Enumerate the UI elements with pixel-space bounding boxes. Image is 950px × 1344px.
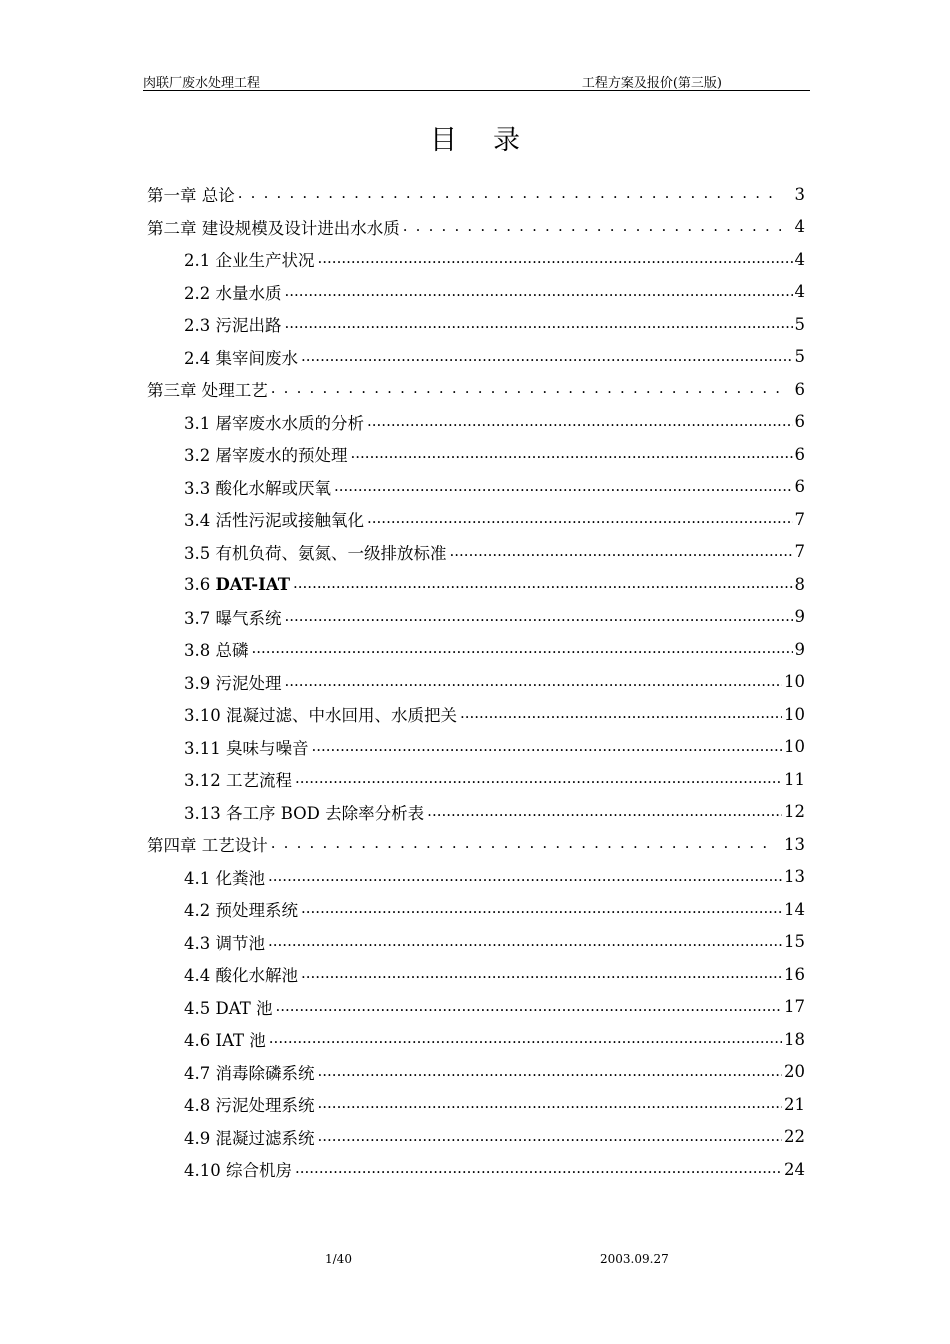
toc-entry-label: 3.3 酸化水解或厌氧: [184, 478, 331, 498]
toc-dot-leader: [367, 412, 793, 432]
toc-dot-leader: [269, 1029, 782, 1049]
header-project-name: 肉联厂废水处理工程: [143, 76, 261, 91]
toc-page-number: 5: [794, 347, 805, 367]
toc-dot-leader: [268, 932, 782, 952]
toc-dot-leader: [311, 737, 782, 757]
toc-page-number: 9: [794, 639, 805, 659]
toc-dot-leader: [318, 1094, 783, 1114]
toc-dot-leader: [403, 217, 781, 237]
toc-section-entry[interactable]: [147, 991, 805, 1024]
toc-page-number: 14: [784, 899, 805, 919]
toc-section-entry[interactable]: [147, 1153, 805, 1186]
toc-page-number: 17: [784, 997, 805, 1017]
toc-entry-label: 3.8 总磷: [184, 641, 249, 661]
toc-title: 目录: [430, 125, 556, 156]
toc-page-number: 13: [784, 867, 805, 887]
toc-page-number: 4: [794, 217, 805, 237]
toc-entry-label: 第三章 处理工艺: [147, 381, 268, 401]
toc-dot-leader: [275, 997, 782, 1017]
toc-section-entry[interactable]: [147, 1056, 805, 1089]
toc-page-number: 18: [784, 1029, 805, 1049]
toc-section-entry[interactable]: [147, 861, 805, 894]
toc-chapter-entry[interactable]: [147, 828, 805, 861]
toc-page-number: 6: [794, 412, 805, 432]
toc-entry-label: 第四章 工艺设计: [147, 836, 268, 856]
toc-entry-label: 4.9 混凝过滤系统: [184, 1128, 315, 1148]
toc-dot-leader: [318, 1127, 783, 1147]
table-of-contents: [147, 178, 805, 1186]
toc-entry-label: 3.12 工艺流程: [184, 771, 292, 791]
toc-entry-label: 4.10 综合机房: [184, 1161, 292, 1181]
toc-dot-leader: [295, 1159, 782, 1179]
toc-entry-label: 3.10 混凝过滤、中水回用、水质把关: [184, 706, 457, 726]
toc-section-entry[interactable]: [147, 243, 805, 276]
toc-chapter-entry[interactable]: [147, 178, 805, 211]
toc-section-entry[interactable]: [147, 893, 805, 926]
toc-entry-label: 4.6 IAT 池: [184, 1031, 266, 1051]
toc-section-entry[interactable]: [147, 276, 805, 309]
toc-dot-leader: [271, 379, 781, 399]
toc-section-entry[interactable]: [147, 698, 805, 731]
toc-dot-leader: [351, 444, 793, 464]
toc-section-entry[interactable]: [147, 763, 805, 796]
toc-page-number: 6: [794, 444, 805, 464]
toc-entry-label: 第二章 建设规模及设计进出水水质: [147, 218, 400, 238]
toc-page-number: 21: [784, 1094, 805, 1114]
toc-section-entry[interactable]: [147, 731, 805, 764]
footer-date: 2003.09.27: [600, 1252, 669, 1266]
toc-page-number: 3: [794, 184, 805, 204]
toc-section-entry[interactable]: [147, 536, 805, 569]
toc-entry-label: 3.1 屠宰废水水质的分析: [184, 413, 364, 433]
toc-page-number: 22: [784, 1127, 805, 1147]
toc-section-entry[interactable]: [147, 633, 805, 666]
toc-dot-leader: [295, 769, 782, 789]
toc-entry-label: 3.6 DAT-IAT: [184, 574, 290, 594]
toc-page-number: 13: [784, 834, 805, 854]
toc-page-number: 12: [784, 802, 805, 822]
toc-dot-leader: [427, 802, 782, 822]
toc-section-entry[interactable]: [147, 568, 805, 601]
toc-entry-label: 3.2 屠宰废水的预处理: [184, 446, 348, 466]
toc-page-number: 6: [794, 379, 805, 399]
toc-section-entry[interactable]: [147, 1121, 805, 1154]
footer-page-number: 1/40: [325, 1252, 352, 1266]
toc-dot-leader: [285, 282, 793, 302]
toc-section-entry[interactable]: [147, 926, 805, 959]
toc-dot-leader: [301, 964, 782, 984]
toc-dot-leader: [238, 184, 781, 204]
toc-section-entry[interactable]: [147, 958, 805, 991]
toc-entry-label: 4.4 酸化水解池: [184, 966, 298, 986]
toc-dot-leader: [301, 347, 793, 367]
toc-page-number: 11: [784, 769, 805, 789]
toc-entry-label: 4.2 预处理系统: [184, 901, 298, 921]
toc-dot-leader: [334, 477, 793, 497]
toc-dot-leader: [285, 314, 793, 334]
toc-entry-label: 4.7 消毒除磷系统: [184, 1063, 315, 1083]
toc-chapter-entry[interactable]: [147, 373, 805, 406]
toc-entry-label: 3.4 活性污泥或接触氧化: [184, 511, 364, 531]
toc-entry-label: 3.13 各工序 BOD 去除率分析表: [184, 803, 425, 823]
toc-entry-label: 3.5 有机负荷、氨氮、一级排放标准: [184, 543, 447, 563]
toc-entry-label: 4.3 调节池: [184, 933, 265, 953]
toc-section-entry[interactable]: [147, 1088, 805, 1121]
toc-page-number: 9: [794, 607, 805, 627]
toc-page-number: 4: [794, 282, 805, 302]
toc-dot-leader: [285, 672, 783, 692]
toc-page-number: 8: [794, 574, 805, 594]
toc-page-number: 7: [794, 509, 805, 529]
toc-section-entry[interactable]: [147, 438, 805, 471]
toc-section-entry[interactable]: [147, 601, 805, 634]
toc-entry-label: 第一章 总论: [147, 186, 235, 206]
toc-dot-leader: [367, 509, 793, 529]
toc-page-number: 16: [784, 964, 805, 984]
toc-page-number: 5: [794, 314, 805, 334]
toc-entry-label: 4.8 污泥处理系统: [184, 1096, 315, 1116]
toc-page-number: 24: [784, 1159, 805, 1179]
toc-dot-leader: [293, 574, 793, 594]
toc-section-entry[interactable]: [147, 341, 805, 374]
toc-dot-leader: [318, 249, 793, 269]
toc-section-entry[interactable]: [147, 1023, 805, 1056]
toc-dot-leader: [252, 639, 793, 659]
toc-page-number: 15: [784, 932, 805, 952]
toc-entry-label: 2.4 集宰间废水: [184, 348, 298, 368]
toc-page-number: 10: [784, 672, 805, 692]
toc-page-number: 4: [794, 249, 805, 269]
toc-page-number: 6: [794, 477, 805, 497]
toc-dot-leader: [450, 542, 793, 562]
toc-page-number: 7: [794, 542, 805, 562]
toc-dot-leader: [285, 607, 793, 627]
toc-entry-label: 2.3 污泥出路: [184, 316, 282, 336]
toc-entry-label: 3.9 污泥处理: [184, 673, 282, 693]
toc-section-entry[interactable]: [147, 471, 805, 504]
toc-section-entry[interactable]: [147, 666, 805, 699]
toc-dot-leader: [301, 899, 782, 919]
toc-entry-label: 2.2 水量水质: [184, 283, 282, 303]
toc-dot-leader: [268, 867, 782, 887]
toc-entry-label: 4.5 DAT 池: [184, 998, 273, 1018]
toc-dot-leader: [318, 1062, 783, 1082]
toc-page-number: 10: [784, 704, 805, 724]
toc-entry-label: 3.11 臭味与噪音: [184, 738, 309, 758]
toc-section-entry[interactable]: [147, 503, 805, 536]
toc-entry-label: 3.7 曝气系统: [184, 608, 282, 628]
toc-page-number: 20: [784, 1062, 805, 1082]
toc-section-entry[interactable]: [147, 308, 805, 341]
toc-entry-label: 4.1 化粪池: [184, 868, 265, 888]
toc-entry-label: 2.1 企业生产状况: [184, 251, 315, 271]
page-header: [143, 70, 810, 91]
header-document-version: 工程方案及报价(第三版): [581, 76, 722, 91]
toc-section-entry[interactable]: [147, 796, 805, 829]
toc-section-entry[interactable]: [147, 406, 805, 439]
toc-page-number: 10: [784, 737, 805, 757]
toc-dot-leader: [271, 834, 770, 854]
toc-chapter-entry[interactable]: [147, 211, 805, 244]
toc-dot-leader: [460, 704, 782, 724]
